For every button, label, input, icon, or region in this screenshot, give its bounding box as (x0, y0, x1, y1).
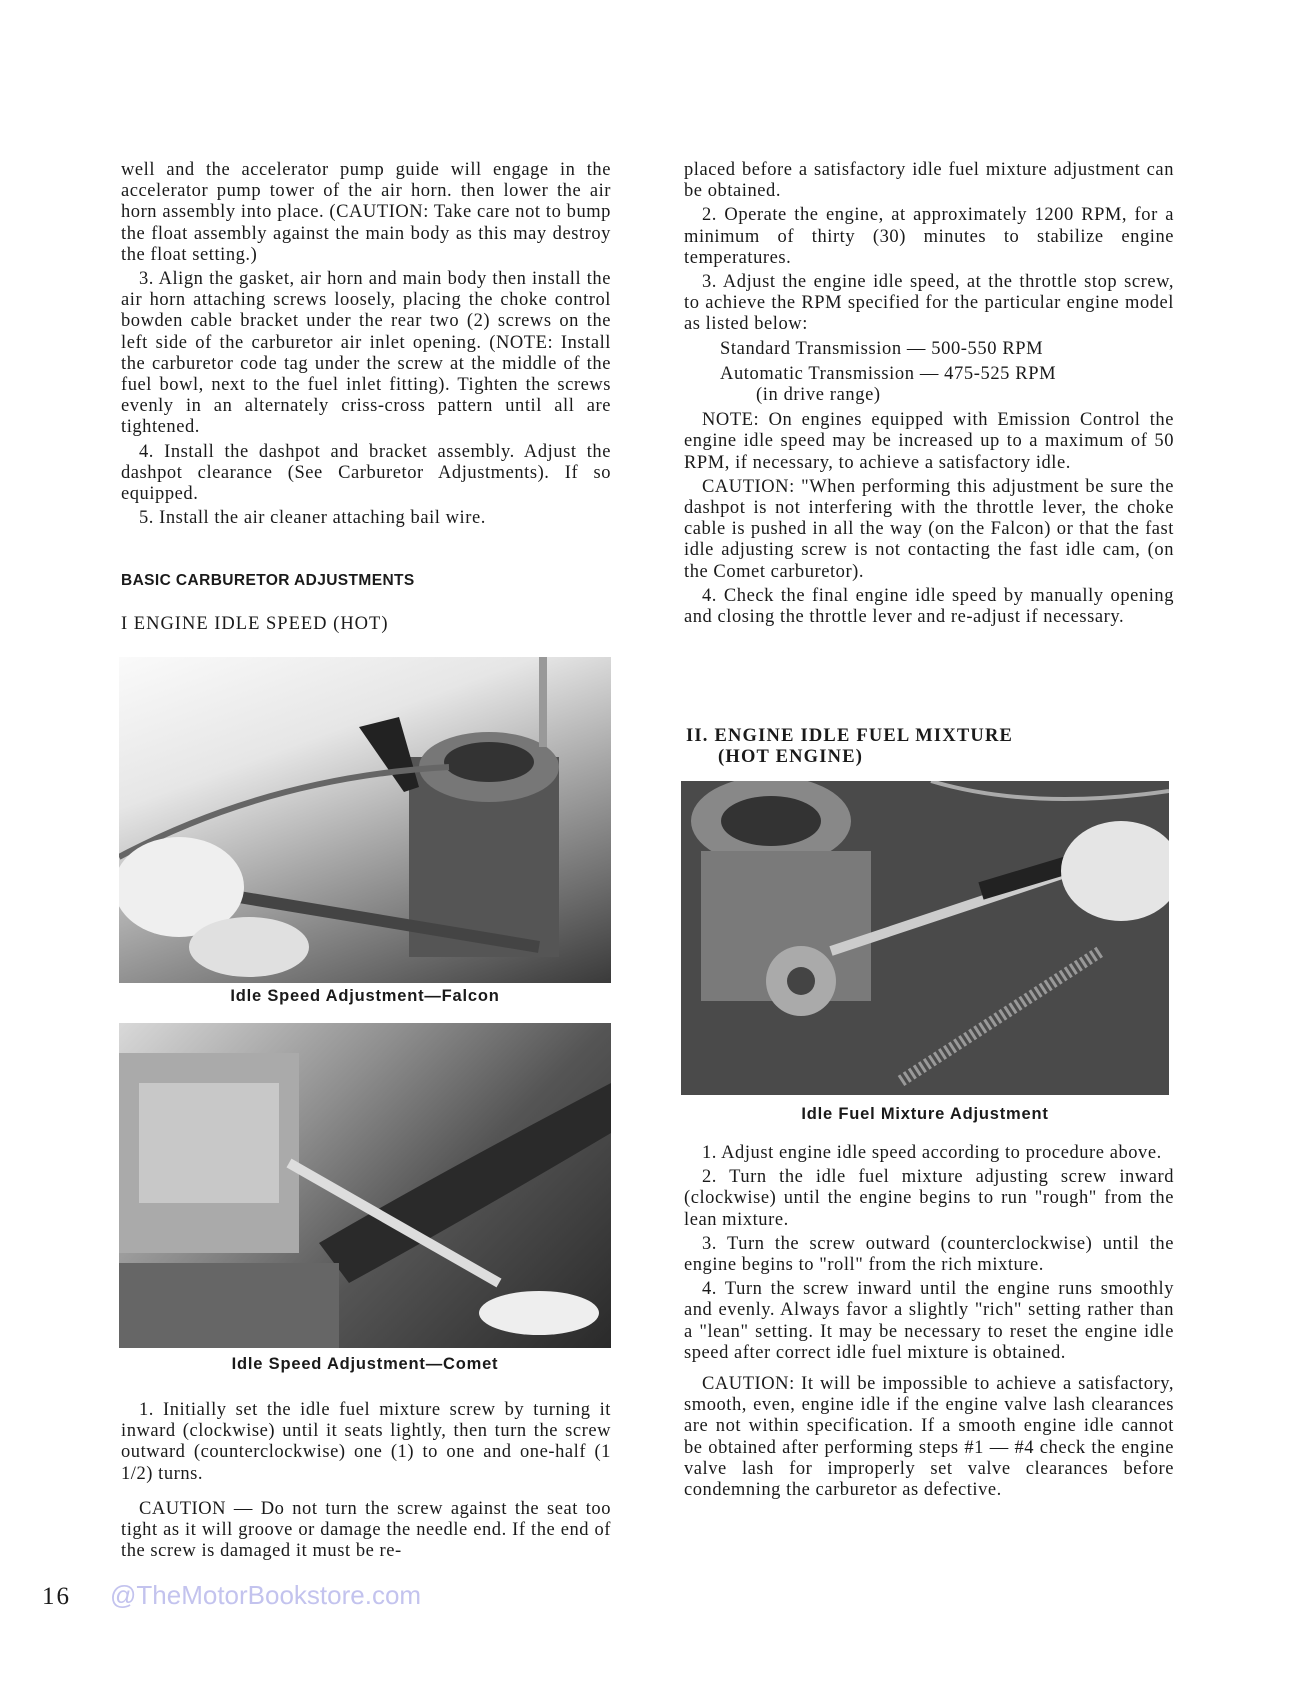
paragraph: 3. Turn the screw outward (counterclockwise) until the engine begins to "roll" from the rich mixture. (684, 1233, 1174, 1276)
page-number: 16 (42, 1583, 71, 1610)
spec-automatic-note: (in drive range) (756, 385, 881, 406)
paragraph: 4. Install the dashpot and bracket assembly. Adjust the dashpot clearance (See Carburetor Adjustments). If so equipped. (121, 441, 611, 505)
subsection-heading: I ENGINE IDLE SPEED (HOT) (121, 614, 389, 634)
paragraph: 1. Initially set the idle fuel mixture screw by turning it inward (clockwise) until it seats lightly, then turn the screw outward (counterclockwise) one (1) to one and one-half (1 1/2) turns. (121, 1400, 611, 1484)
paragraph: placed before a satisfactory idle fuel mixture adjustment can be obtained. (684, 160, 1174, 202)
paragraph: 2. Turn the idle fuel mixture adjusting screw inward (clockwise) until the engine begins to run "rough" from the lean mixture. (684, 1167, 1174, 1230)
left-column-bottom (121, 1400, 611, 1565)
photo-caption: Idle Speed Adjustment—Comet (231, 1355, 499, 1373)
photo-caption: Idle Fuel Mixture Adjustment (801, 1105, 1049, 1123)
paragraph: CAUTION: It will be impossible to achieve a satisfactory, smooth, even, engine idle if the engine valve lash clearances are not within specification. If a smooth engine idle cannot be obtained after performing steps #1 — #4 check the engine valve lash for improperly set valve clearances before condemning the carburetor as defective. (684, 1374, 1174, 1501)
section-heading: BASIC CARBURETOR ADJUSTMENTS (121, 572, 415, 589)
paragraph: 3. Align the gasket, air horn and main body then install the air horn attaching screws loosely, placing the choke control bowden cable bracket under the rear two (2) screws on the left side of the carburetor air inlet opening. (NOTE: Install the carburetor code tag under the screw at the middle of the fuel bowl, next to the fuel inlet fitting). Tighten the screws evenly in an alternately criss-cross pattern until all are tightened. (121, 269, 611, 438)
photo-caption: Idle Speed Adjustment—Falcon (230, 987, 500, 1005)
photo-idle-speed-falcon (119, 657, 611, 983)
carburetor-image (681, 781, 1169, 1095)
paragraph: well and the accelerator pump guide will engage in the accelerator pump tower of the air horn. then lower the air horn assembly into place. (CAUTION: Take care not to bump the float assembly against the main body as this may destroy the float setting.) (121, 160, 611, 265)
paragraph: 3. Adjust the engine idle speed, at the throttle stop screw, to achieve the RPM specified for the particular engine model as listed below: (684, 272, 1174, 335)
photo-idle-speed-comet (119, 1023, 611, 1348)
carburetor-image (119, 1023, 611, 1348)
right-column-bottom (684, 1143, 1174, 1504)
paragraph: 5. Install the air cleaner attaching bail wire. (139, 508, 486, 529)
photo-idle-fuel-mixture (681, 781, 1169, 1095)
carburetor-image (119, 657, 611, 983)
spec-automatic-transmission: Automatic Transmission — 475-525 RPM (720, 363, 1057, 384)
heading-line: II. ENGINE IDLE FUEL MIXTURE (686, 726, 1014, 746)
paragraph: NOTE: On engines equipped with Emission Control the engine idle speed may be increased up to a maximum of 50 RPM, if necessary, to achieve a satisfactory idle. (684, 410, 1174, 473)
paragraph: CAUTION: "When performing this adjustment be sure the dashpot is not interfering with the throttle lever, the choke cable is pushed in all the way (on the Falcon) or that the fast idle adjusting screw is not contacting the fast idle cam, (on the Comet carburetor). (684, 476, 1174, 582)
paragraph: CAUTION — Do not turn the screw against the seat too tight as it will groove or damage the needle end. If the end of the screw is damaged it must be re- (121, 1498, 611, 1562)
section-heading-ii (686, 726, 1013, 768)
paragraph: 4. Turn the screw inward until the engine runs smoothly and evenly. Always favor a slightly "rich" setting rather than a "lean" setting. It may be necessary to reset the engine idle speed after correct idle fuel mixture is obtained. (684, 1279, 1174, 1363)
heading-line: (HOT ENGINE) (718, 747, 864, 767)
watermark: @TheMotorBookstore.com (110, 1580, 422, 1610)
paragraph: 2. Operate the engine, at approximately 1200 RPM, for a minimum of thirty (30) minutes to stabilize engine temperatures. (684, 205, 1174, 268)
spec-standard-transmission: Standard Transmission — 500-550 RPM (720, 338, 1044, 359)
left-column-top (121, 160, 611, 532)
paragraph: 1. Adjust engine idle speed according to procedure above. (702, 1143, 1162, 1163)
right-column-top (684, 160, 1174, 631)
paragraph: 4. Check the final engine idle speed by manually opening and closing the throttle lever and re-adjust if necessary. (684, 585, 1174, 628)
